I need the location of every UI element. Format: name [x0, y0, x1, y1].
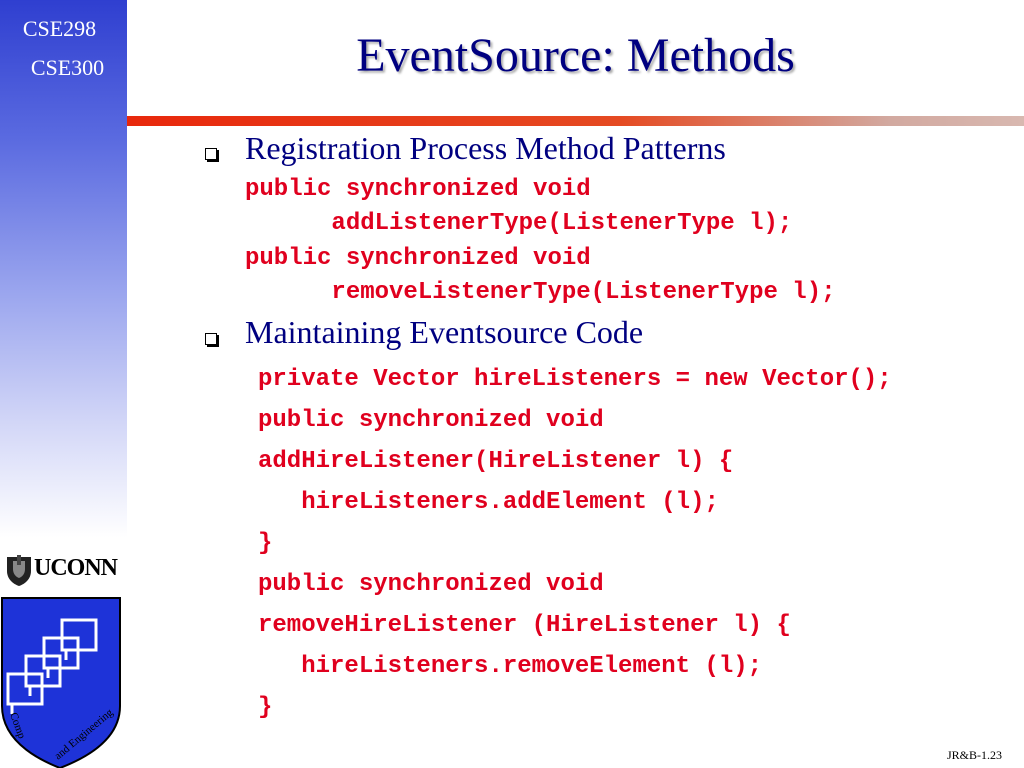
code-line: hireListeners.addElement (l); — [258, 489, 719, 516]
uconn-logo-text: UCONN — [34, 555, 117, 581]
code-line: private Vector hireListeners = new Vector(); — [258, 366, 892, 393]
code-line: removeListenerType(ListenerType l); — [245, 279, 836, 306]
code-line: } — [258, 530, 273, 557]
bullet-text-2: Maintaining Eventsource Code — [245, 314, 644, 350]
code-line: public synchronized void — [245, 245, 591, 272]
slide-number: JR&B-1.23 — [946, 748, 1002, 762]
code-line: removeHireListener (HireListener l) { — [258, 612, 791, 639]
svg-text:and Engineering: and Engineering — [52, 706, 116, 763]
uconn-crest-icon — [4, 553, 34, 587]
bullet-text-1: Registration Process Method Patterns — [245, 130, 726, 166]
svg-text:Comp: Comp — [7, 710, 28, 741]
code-line: public synchronized void — [245, 176, 591, 203]
code-line: public synchronized void — [258, 571, 604, 598]
slide-title: EventSource: Methods — [356, 29, 795, 82]
code-line: public synchronized void — [258, 407, 604, 434]
code-line: } — [258, 694, 273, 721]
cse-seal-icon — [0, 596, 122, 768]
code-line: hireListeners.removeElement (l); — [258, 653, 763, 680]
bullet-square-icon — [205, 333, 217, 345]
course-label-2: CSE300 — [30, 55, 105, 80]
code-line: addHireListener(HireListener l) { — [258, 448, 734, 475]
course-label-1: CSE298 — [22, 16, 97, 41]
bullet-square-icon — [205, 148, 217, 160]
code-line: addListenerType(ListenerType l); — [245, 210, 793, 237]
title-divider — [127, 116, 1024, 126]
